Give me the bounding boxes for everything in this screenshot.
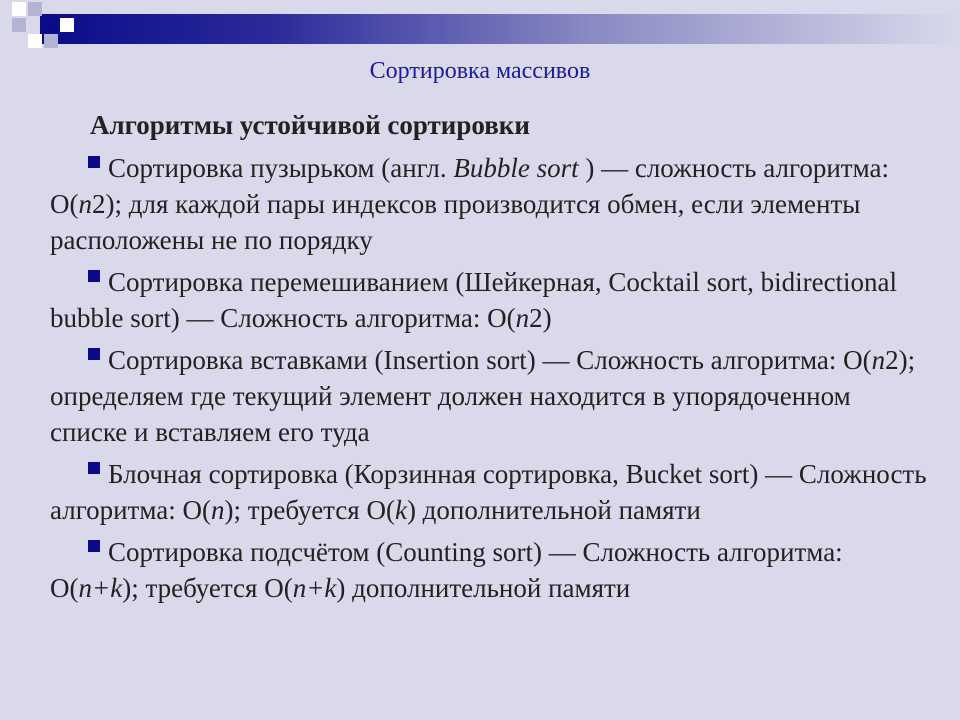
- list-item-text: ); требуется O(: [224, 495, 395, 525]
- list-item-text: 2): [529, 303, 552, 333]
- list-item-text: n: [210, 495, 225, 525]
- list-item-text: k: [394, 495, 407, 525]
- decor-square: [28, 2, 42, 16]
- list-item-text: ) дополнительной памяти: [406, 495, 701, 525]
- list-item-text: Bubble sort: [453, 153, 579, 183]
- square-bullet-icon: [88, 156, 100, 168]
- list-item-text: n: [78, 189, 92, 219]
- slide-subtitle: Алгоритмы устойчивой сортировки: [90, 110, 530, 140]
- list-item-text: Блочная сортировка (Корзинная сортировка, Bucket sort) — Сложность алгоритма: O(: [50, 459, 927, 525]
- list-item: [50, 456, 930, 528]
- list-item-text: Сортировка пузырьком (англ.: [108, 153, 454, 183]
- decor-square: [44, 34, 58, 48]
- list-item-text: 2); определяем где текущий элемент должен находится в упорядоченном списке и вставляем его туда: [50, 345, 916, 447]
- list-item-text: ) дополнительной памяти: [336, 573, 631, 603]
- slide-title: Сортировка массивов: [369, 58, 591, 84]
- list-item: [50, 150, 930, 258]
- square-bullet-icon: [88, 270, 100, 282]
- header-gradient-bar: [40, 14, 960, 44]
- decor-square: [44, 18, 58, 32]
- list-item-text: 2); для каждой пары индексов производится обмен, если элементы расположены не по порядку: [50, 189, 861, 255]
- square-bullet-icon: [88, 348, 100, 360]
- list-item-text: n: [871, 345, 886, 375]
- list-item-text: Сортировка вставками (Insertion sort) — Сложность алгоритма: O(: [108, 345, 872, 375]
- square-bullet-icon: [88, 540, 100, 552]
- list-item-text: Сортировка подсчётом (Counting sort) — Сложность алгоритма: O(: [50, 537, 843, 603]
- list-item-text: n+k: [78, 573, 123, 603]
- decor-square: [12, 2, 26, 16]
- square-bullet-icon: [88, 462, 100, 474]
- list-item: [50, 534, 930, 606]
- list-item-text: ) — сложность алгоритма: O(: [50, 153, 889, 219]
- list-item: [50, 342, 930, 450]
- list-item-text: ); требуется O(: [122, 573, 293, 603]
- list-item: [50, 264, 930, 336]
- list-item-text: n+k: [292, 573, 337, 603]
- decor-square: [12, 18, 26, 32]
- decor-square: [28, 34, 42, 48]
- algorithm-list: [50, 150, 930, 612]
- list-item-text: n: [515, 303, 530, 333]
- list-item-text: Сортировка перемешиванием (Шейкерная, Cocktail sort, bidirectional bubble sort) — Сложность алгоритма: O(: [50, 267, 898, 333]
- decor-square: [60, 18, 74, 32]
